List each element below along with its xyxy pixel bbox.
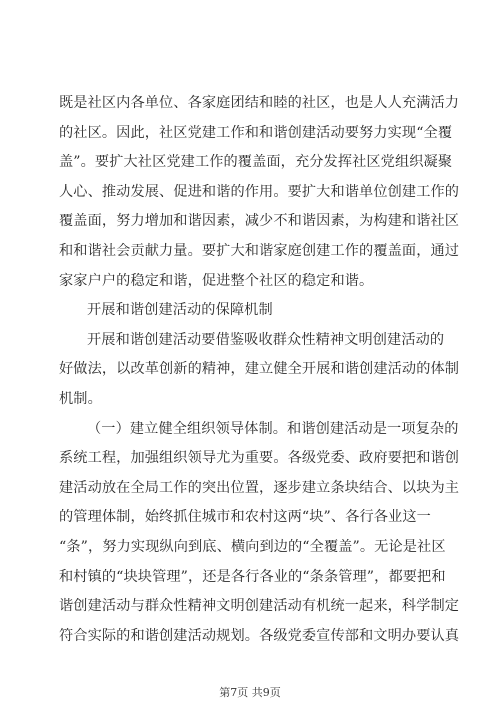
paragraph-line: 既是社区内各单位、各家庭团结和睦的社区，也是人人充满活力 bbox=[59, 95, 460, 111]
paragraph-line: 人心、推动发展、促进和谐的作用。要扩大和谐单位创建工作的 bbox=[59, 183, 460, 200]
paragraph-line: 盖”。要扩大社区党建工作的覆盖面，充分发挥社区党组织凝聚 bbox=[59, 154, 453, 171]
paragraph-line: 开展和谐创建活动要借鉴吸收群众性精神文明创建活动的 bbox=[87, 331, 445, 348]
paragraph-line: 谐创建活动与群众性精神文明创建活动有机统一起来，科学制定 bbox=[59, 598, 460, 615]
paragraph-line: 符合实际的和谐创建活动规划。各级党委宣传部和文明办要认真 bbox=[59, 627, 460, 644]
paragraph-line: 覆盖面，努力增加和谐因素，减少不和谐因素，为构建和谐社区 bbox=[59, 213, 460, 230]
paragraph-line: 和村镇的“块块管理”，还是各行各业的“条条管理”，都要把和 bbox=[59, 568, 446, 585]
paragraph-line: 的管理体制，始终抓住城市和农村这两“块”、各行各业这一 bbox=[59, 509, 431, 526]
paragraph-line: 和和谐社会贡献力量。要扩大和谐家庭创建工作的覆盖面，通过 bbox=[59, 243, 460, 259]
paragraph-line: 的社区。因此，社区党建工作和和谐创建活动要努力实现“全覆 bbox=[59, 124, 453, 141]
paragraph-line: “条”，努力实现纵向到底、横向到边的“全覆盖”。无论是社区 bbox=[59, 539, 446, 555]
paragraph-line: 机制。 bbox=[59, 391, 102, 407]
subsection-heading-line: （一）建立健全组织领导体制。和谐创建活动是一项复杂的 bbox=[87, 420, 459, 437]
paragraph-line: 家家户户的稳定和谐，促进整个社区的稳定和谐。 bbox=[59, 272, 374, 289]
paragraph-line: 好做法，以改革创新的精神，建立健全开展和谐创建活动的体制 bbox=[59, 361, 460, 378]
paragraph-line: 建活动放在全局工作的突出位置，逐步建立条块结合、以块为主 bbox=[59, 479, 460, 496]
paragraph-line: 系统工程，加强组织领导尤为重要。各级党委、政府要把和谐创 bbox=[59, 450, 460, 467]
page-number-footer: 第7页 共9页 bbox=[219, 686, 281, 699]
section-heading: 开展和谐创建活动的保障机制 bbox=[87, 302, 273, 319]
